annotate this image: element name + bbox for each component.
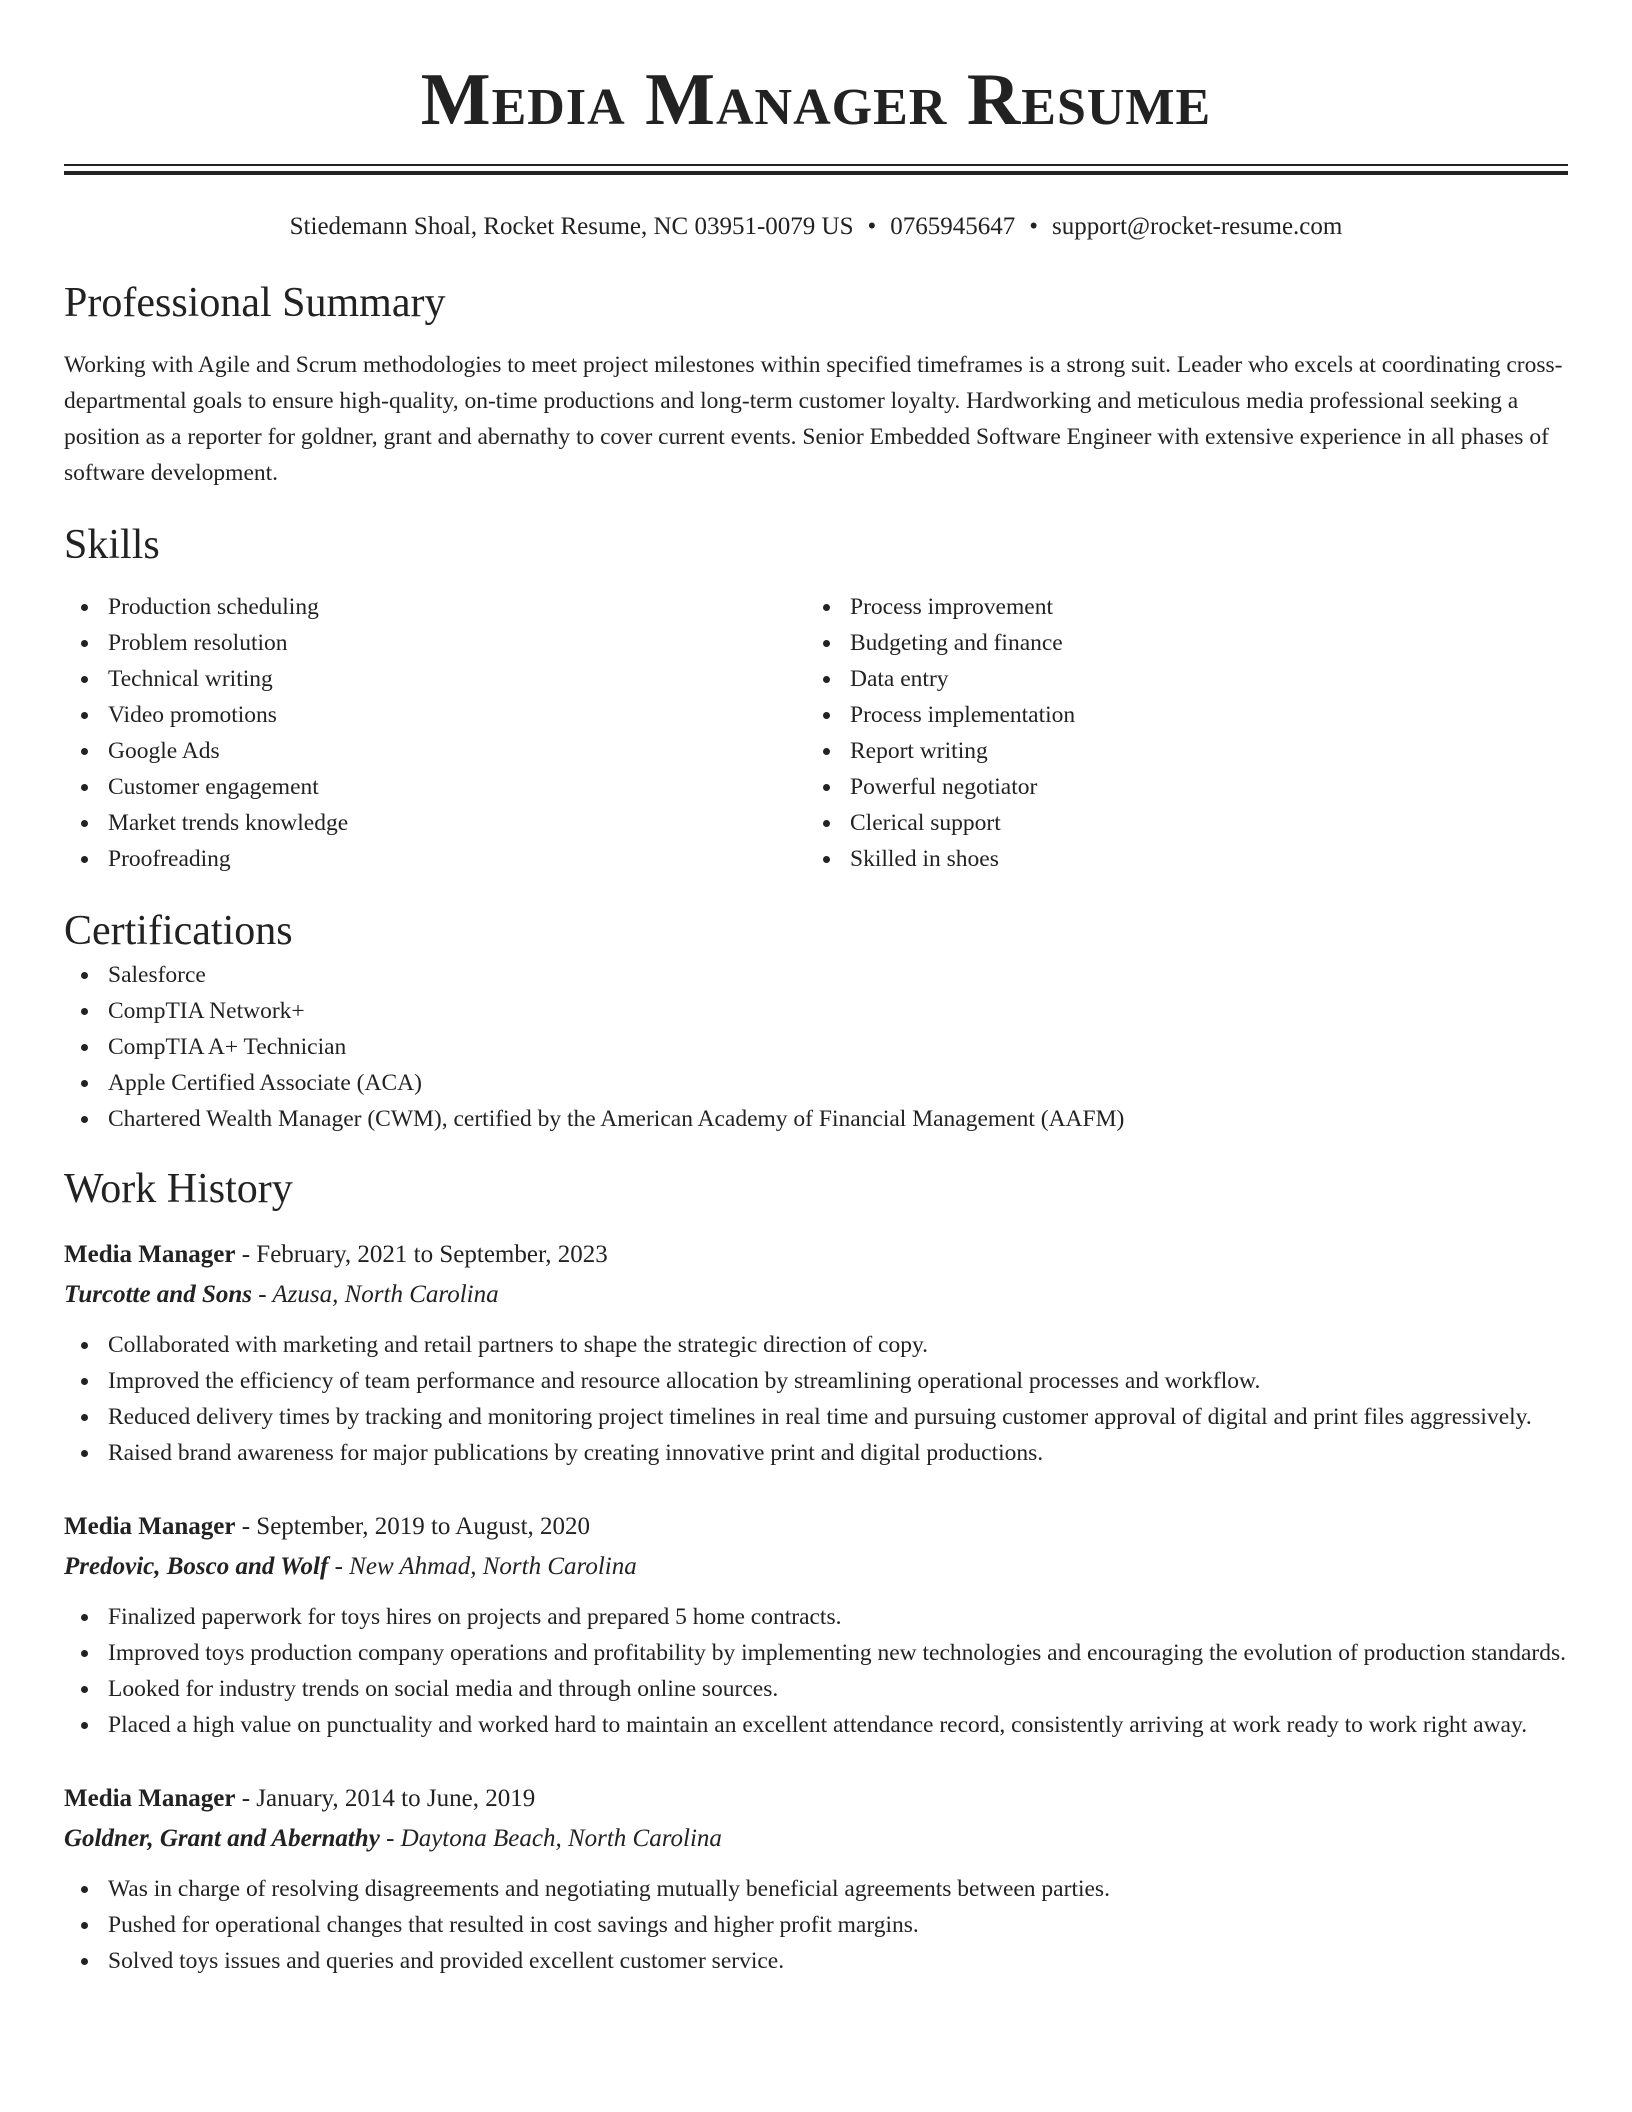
- skill-item: Technical writing: [64, 661, 806, 697]
- skill-item: Video promotions: [64, 697, 806, 733]
- contact-line: [64, 209, 1568, 245]
- job-location: - Daytona Beach, North Carolina: [379, 1825, 722, 1852]
- contact-phone: 0765945647: [890, 213, 1016, 240]
- job-duty: Improved toys production company operations and profitability by implementing new technologies and encouraging the evolution of production standards.: [64, 1635, 1568, 1671]
- skills-list-left: [64, 589, 806, 877]
- work-history-heading: Work History: [64, 1166, 293, 1212]
- certification-item: CompTIA A+ Technician: [64, 1029, 1568, 1065]
- job-header: [64, 1235, 1568, 1275]
- job-role: Media Manager: [64, 1241, 236, 1268]
- job-employer: [64, 1819, 1568, 1859]
- job-duties: [64, 1871, 1568, 1979]
- job-entry: [64, 1507, 1568, 1743]
- skill-item: Production scheduling: [64, 589, 806, 625]
- job-header: [64, 1779, 1568, 1819]
- job-location: - Azusa, North Carolina: [252, 1281, 499, 1308]
- job-role: Media Manager: [64, 1513, 236, 1540]
- contact-email: support@rocket-resume.com: [1052, 213, 1343, 240]
- job-duty: Pushed for operational changes that resulted in cost savings and higher profit margins.: [64, 1907, 1568, 1943]
- job-role: Media Manager: [64, 1785, 236, 1812]
- job-dates: - January, 2014 to June, 2019: [235, 1785, 536, 1812]
- skill-item: Skilled in shoes: [806, 841, 1548, 877]
- job-duty: Looked for industry trends on social media and through online sources.: [64, 1671, 1568, 1707]
- job-duty: Reduced delivery times by tracking and monitoring project timelines in real time and pursuing customer approval of digital and print files aggressively.: [64, 1399, 1568, 1435]
- summary-heading: Professional Summary: [64, 280, 446, 326]
- skill-item: Process improvement: [806, 589, 1548, 625]
- job-company: Goldner, Grant and Abernathy: [64, 1825, 380, 1852]
- skills-list-right: [806, 589, 1548, 877]
- skill-item: Budgeting and finance: [806, 625, 1548, 661]
- job-employer: [64, 1547, 1568, 1587]
- certifications-heading: Certifications: [64, 908, 293, 954]
- skill-item: Clerical support: [806, 805, 1548, 841]
- job-location: - New Ahmad, North Carolina: [328, 1553, 637, 1580]
- title-divider-thick: [64, 171, 1568, 175]
- skill-item: Problem resolution: [64, 625, 806, 661]
- job-duty: Placed a high value on punctuality and worked hard to maintain an excellent attendance record, consistently arriving at work ready to work right away.: [64, 1707, 1568, 1743]
- job-duties: [64, 1327, 1568, 1471]
- job-duty: Raised brand awareness for major publications by creating innovative print and digital productions.: [64, 1435, 1568, 1471]
- contact-separator: •: [1029, 213, 1039, 240]
- certification-item: Salesforce: [64, 957, 1568, 993]
- skills-grid: [64, 589, 1568, 877]
- skill-item: Data entry: [806, 661, 1548, 697]
- certification-item: Apple Certified Associate (ACA): [64, 1065, 1568, 1101]
- job-employer: [64, 1275, 1568, 1315]
- job-duties: [64, 1599, 1568, 1743]
- job-header: [64, 1507, 1568, 1547]
- skills-heading: Skills: [64, 522, 160, 568]
- job-company: Turcotte and Sons: [64, 1281, 253, 1308]
- certification-item: Chartered Wealth Manager (CWM), certified by the American Academy of Financial Management (AAFM): [64, 1101, 1568, 1137]
- job-dates: - February, 2021 to September, 2023: [235, 1241, 608, 1268]
- job-duty: Improved the efficiency of team performance and resource allocation by streamlining operational processes and workflow.: [64, 1363, 1568, 1399]
- skill-item: Proofreading: [64, 841, 806, 877]
- job-duty: Solved toys issues and queries and provided excellent customer service.: [64, 1943, 1568, 1979]
- job-company: Predovic, Bosco and Wolf: [64, 1553, 329, 1580]
- job-dates: - September, 2019 to August, 2020: [235, 1513, 591, 1540]
- job-duty: Collaborated with marketing and retail partners to shape the strategic direction of copy.: [64, 1327, 1568, 1363]
- resume-title: Media Manager Resume: [420, 59, 1212, 141]
- certification-item: CompTIA Network+: [64, 993, 1568, 1029]
- skill-item: Customer engagement: [64, 769, 806, 805]
- job-entry: [64, 1235, 1568, 1471]
- skill-item: Powerful negotiator: [806, 769, 1548, 805]
- skill-item: Market trends knowledge: [64, 805, 806, 841]
- summary-text: Working with Agile and Scrum methodologies to meet project milestones within specified timeframes is a strong suit. Leader who excels at coordinating cross-departmental goals to ensure high-quality, on-time productions and long-term customer loyalty. Hardworking and meticulous media professional seeking a position as a reporter for goldner, grant and abernathy to cover current events. Senior Embedded Software Engineer with extensive experience in all phases of software development.: [64, 352, 1563, 486]
- contact-separator: •: [867, 213, 877, 240]
- certifications-list: [64, 957, 1568, 1137]
- job-duty: Was in charge of resolving disagreements and negotiating mutually beneficial agreements between parties.: [64, 1871, 1568, 1907]
- title-divider-thin: [64, 164, 1568, 166]
- skill-item: Report writing: [806, 733, 1548, 769]
- contact-address: Stiedemann Shoal, Rocket Resume, NC 03951-0079 US: [289, 213, 854, 240]
- resume-page: [64, 0, 1568, 1979]
- job-duty: Finalized paperwork for toys hires on projects and prepared 5 home contracts.: [64, 1599, 1568, 1635]
- job-entry: [64, 1779, 1568, 1979]
- skill-item: Process implementation: [806, 697, 1548, 733]
- skill-item: Google Ads: [64, 733, 806, 769]
